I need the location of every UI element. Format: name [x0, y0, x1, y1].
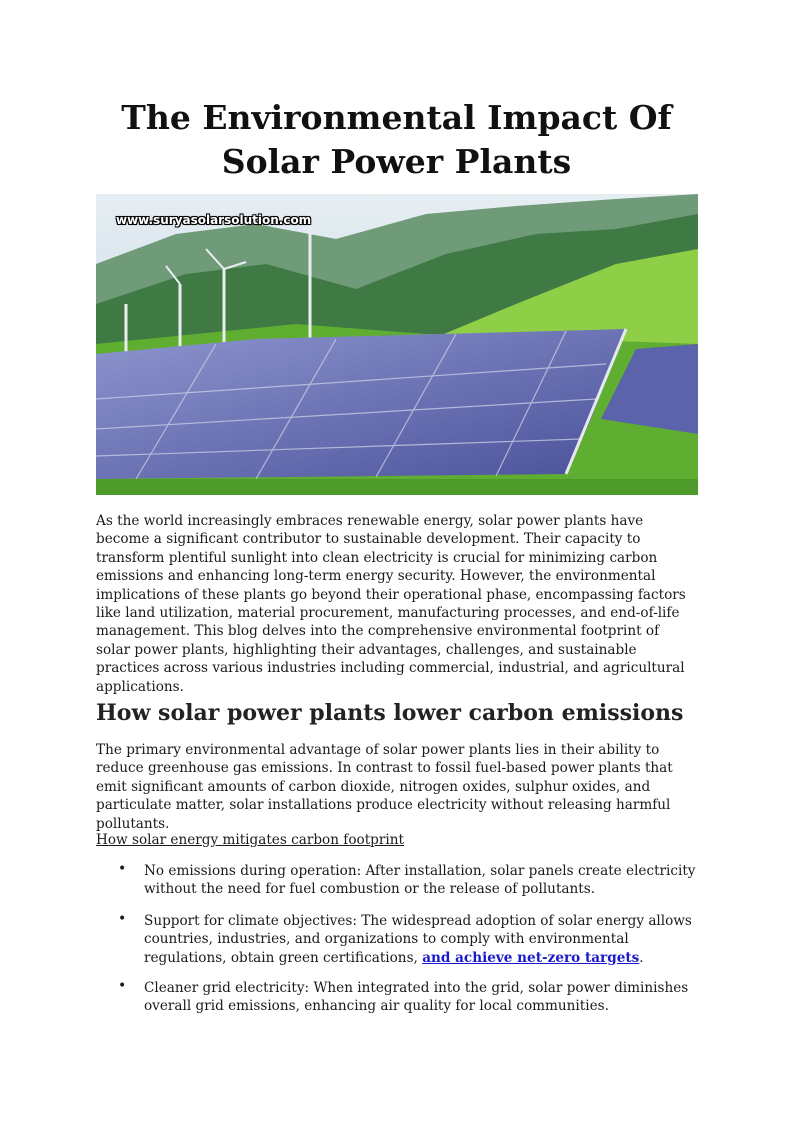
list-item-text: No emissions during operation: After installation, solar panels create electricity without the need for fuel combustion or the release of pollutants.	[144, 863, 696, 898]
list-item-text-end: .	[639, 949, 644, 966]
list-item-text: Cleaner grid electricity: When integrated into the grid, solar power diminishes overall grid emissions, enhancing air quality for local communities.	[144, 980, 689, 1015]
solar-farm-image	[96, 194, 698, 495]
watermark: www.suryasolarsolution.com	[116, 213, 312, 227]
page-title: The Environmental Impact Of Solar Power Plants	[121, 98, 672, 181]
subheading: How solar energy mitigates carbon footprint	[96, 832, 404, 848]
bullet-icon: •	[118, 978, 127, 994]
list-item-text	[144, 912, 697, 967]
bullet-icon: •	[118, 861, 127, 877]
section-paragraph: The primary environmental advantage of solar power plants lies in their ability to reduce greenhouse gas emissions. In contrast to fossil fuel-based power plants that emit significant amounts of carbon dioxide, nitrogen oxides, sulphur oxides, and particulate matter, solar installations produce electricity without releasing harmful pollutants.	[96, 742, 673, 832]
solar-farm-illustration	[96, 194, 698, 495]
list-item-text-part: Support for climate objectives: The widespread adoption of solar energy allows countries, industries, and organizations to comply with environmental regulations, obtain green certifications,	[144, 913, 692, 966]
bullet-icon: •	[118, 911, 127, 927]
net-zero-link[interactable]: and achieve net-zero targets	[422, 949, 640, 966]
section-heading: How solar power plants lower carbon emissions	[96, 700, 684, 726]
intro-paragraph: As the world increasingly embraces renewable energy, solar power plants have become a significant contributor to sustainable development. Their capacity to transform plentiful sunlight into clean electricity is crucial for minimizing carbon emissions and enhancing long-term energy security. However, the environmental implications of these plants go beyond their operational phase, encompassing factors like land utilization, material procurement, manufacturing processes, and end-of-life management. This blog delves into the comprehensive environmental footprint of solar power plants, highlighting their advantages, challenges, and sustainable practices across various industries including commercial, industrial, and agricultural applications.	[96, 513, 686, 695]
